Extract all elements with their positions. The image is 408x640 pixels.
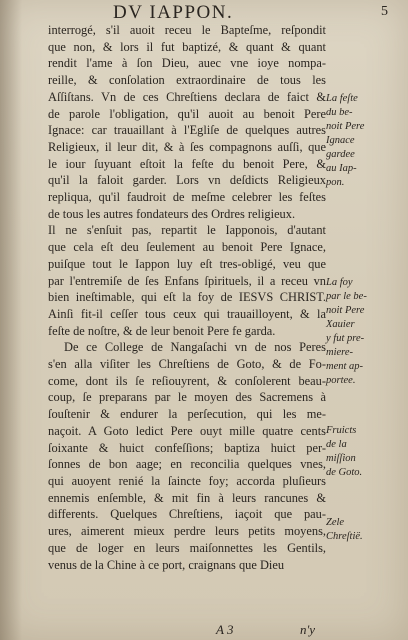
text-line: differents. Quelques Chreſtiens, iaçoit que pau- bbox=[48, 507, 326, 522]
page-header bbox=[58, 2, 388, 24]
text-line: ures, aimerent mieux perdre leurs petits moyens, bbox=[48, 524, 326, 539]
text-line: repliqua, qu'il faudroit de meſme celebrer les feſtes bbox=[48, 190, 326, 205]
margin-note bbox=[326, 92, 396, 190]
text-line: ſonnes de bon aage; en reconcilia quelques vnes, bbox=[48, 457, 326, 472]
page-footer bbox=[0, 622, 408, 640]
margin-note-line: miere- bbox=[326, 347, 354, 358]
text-line: Religieux, il leur dit, & à ſes compagnons auſſi, que bbox=[48, 139, 326, 154]
margin-note-line: de la bbox=[326, 439, 347, 450]
margin-note-line: y fut pre- bbox=[326, 333, 365, 344]
text-line: ſouſtenir & endurer la perſecution, qui les me- bbox=[48, 407, 326, 422]
main-text-block bbox=[48, 22, 326, 573]
margin-note-line: portee. bbox=[326, 375, 356, 386]
text-line: que de loger en leurs maiſonnettes les Gentils, bbox=[48, 540, 326, 555]
margin-note bbox=[326, 276, 396, 388]
text-line: naçoit. A Goto ledict Pere ouyt mille quatre cents bbox=[48, 423, 326, 438]
text-line: Ainſi fit-il ceſſer tous ceux qui trauailloyent, & la bbox=[48, 306, 326, 321]
margin-note bbox=[326, 424, 396, 480]
text-line: ennemis enſemble, & mit fin à leurs rancunes & bbox=[48, 490, 326, 505]
text-line: bien ineſtimable, qui eſt la foy de IESVS CHRIST. bbox=[48, 290, 326, 305]
text-line: reille, & conſolation extraordinaire de tous les bbox=[48, 73, 326, 88]
margin-note-line: Xauier bbox=[326, 319, 355, 330]
margin-note-line: noit Pere bbox=[326, 305, 365, 316]
margin-note-line: au Iap- bbox=[326, 163, 357, 174]
margin-note-line: ment ap- bbox=[326, 361, 364, 372]
text-line: coup, ſe preparans par le moyen des Sacremens à bbox=[48, 390, 326, 405]
text-line: que non, & lors il fut baptizé, & quant & quant bbox=[48, 39, 326, 54]
text-line: de tous les autres fondateurs des Ordres religieux. bbox=[48, 206, 296, 221]
catchword: n'y bbox=[300, 622, 316, 637]
margin-note bbox=[326, 516, 396, 544]
margin-note-line: Zele bbox=[326, 517, 345, 528]
margin-note-line: Ignace bbox=[326, 135, 355, 146]
margin-note-line: noit Pere bbox=[326, 121, 365, 132]
margin-note-line: miſſion bbox=[326, 453, 356, 464]
text-line: qu'il la faloit garder. Lors vn deſdicts Religieux bbox=[48, 173, 326, 188]
text-line: par l'entremiſe de ſes Enfans ſpirituels, il a receu vn bbox=[48, 273, 326, 288]
text-line: De ce College de Nangaſachi vn de nos Peres bbox=[64, 340, 326, 355]
text-line: interrogé, s'il auoit receu le Bapteſme, reſpondit bbox=[48, 23, 326, 37]
text-line: ſoixante & huict confeſſions; baptiza huict per- bbox=[48, 440, 326, 455]
text-line: venus de la Chine à ce port, craignans que Dieu bbox=[48, 557, 285, 572]
text-line: puiſque tout le Iappon luy eſt tres-obligé, veu que bbox=[48, 256, 326, 271]
margin-note-line: par le be- bbox=[326, 291, 367, 302]
text-line: Il ne s'enſuit pas, repartit le Iapponois, d'autant bbox=[48, 223, 326, 238]
margin-note-line: gardee bbox=[326, 149, 355, 160]
margin-note-line: de Goto. bbox=[326, 467, 363, 478]
margin-note-line: du be- bbox=[326, 107, 353, 118]
margin-note-line: La foy bbox=[326, 277, 353, 288]
text-line: que cela eſt deu ſeulement au benoit Pere Ignace, bbox=[48, 240, 326, 255]
text-line: Ignace: car trauaillant à l'Egliſe de quelques autres bbox=[48, 123, 326, 138]
text-line: le iour ſuyuant eſtoit la feſte du benoit Pere, & bbox=[48, 156, 326, 171]
signature-mark: A 3 bbox=[216, 622, 234, 637]
text-line: rendit l'ame à ſon Dieu, auec vne ioye nompa- bbox=[48, 56, 326, 71]
margin-note-line: Chreſtië. bbox=[326, 531, 363, 542]
text-line: qui auoyent renié la ſaincte foy; accorda pluſieurs bbox=[48, 473, 326, 488]
text-line: come, dont ils ſe reſiouyrent, & conſolerent beau- bbox=[48, 373, 326, 388]
text-line: Aſſiſtans. Vn de ces Chreſtiens declara de faict & bbox=[48, 89, 326, 104]
margin-note-line: La feſte bbox=[326, 93, 358, 104]
gutter-shadow bbox=[0, 0, 22, 640]
text-line: s'en alla viſiter les Chreſtiens de Goto, & de Fo- bbox=[48, 357, 326, 372]
text-line: de parole l'obligation, qu'il auoit au benoit Pere bbox=[48, 106, 326, 121]
margin-note-line: pon. bbox=[326, 177, 345, 188]
page-number: 5 bbox=[381, 4, 388, 19]
running-head: DV IAPPON. bbox=[113, 2, 234, 23]
margin-note-line: Fruicts bbox=[326, 425, 357, 436]
text-line: feſte de noſtre, & de leur benoit Pere fe garda. bbox=[48, 323, 276, 338]
